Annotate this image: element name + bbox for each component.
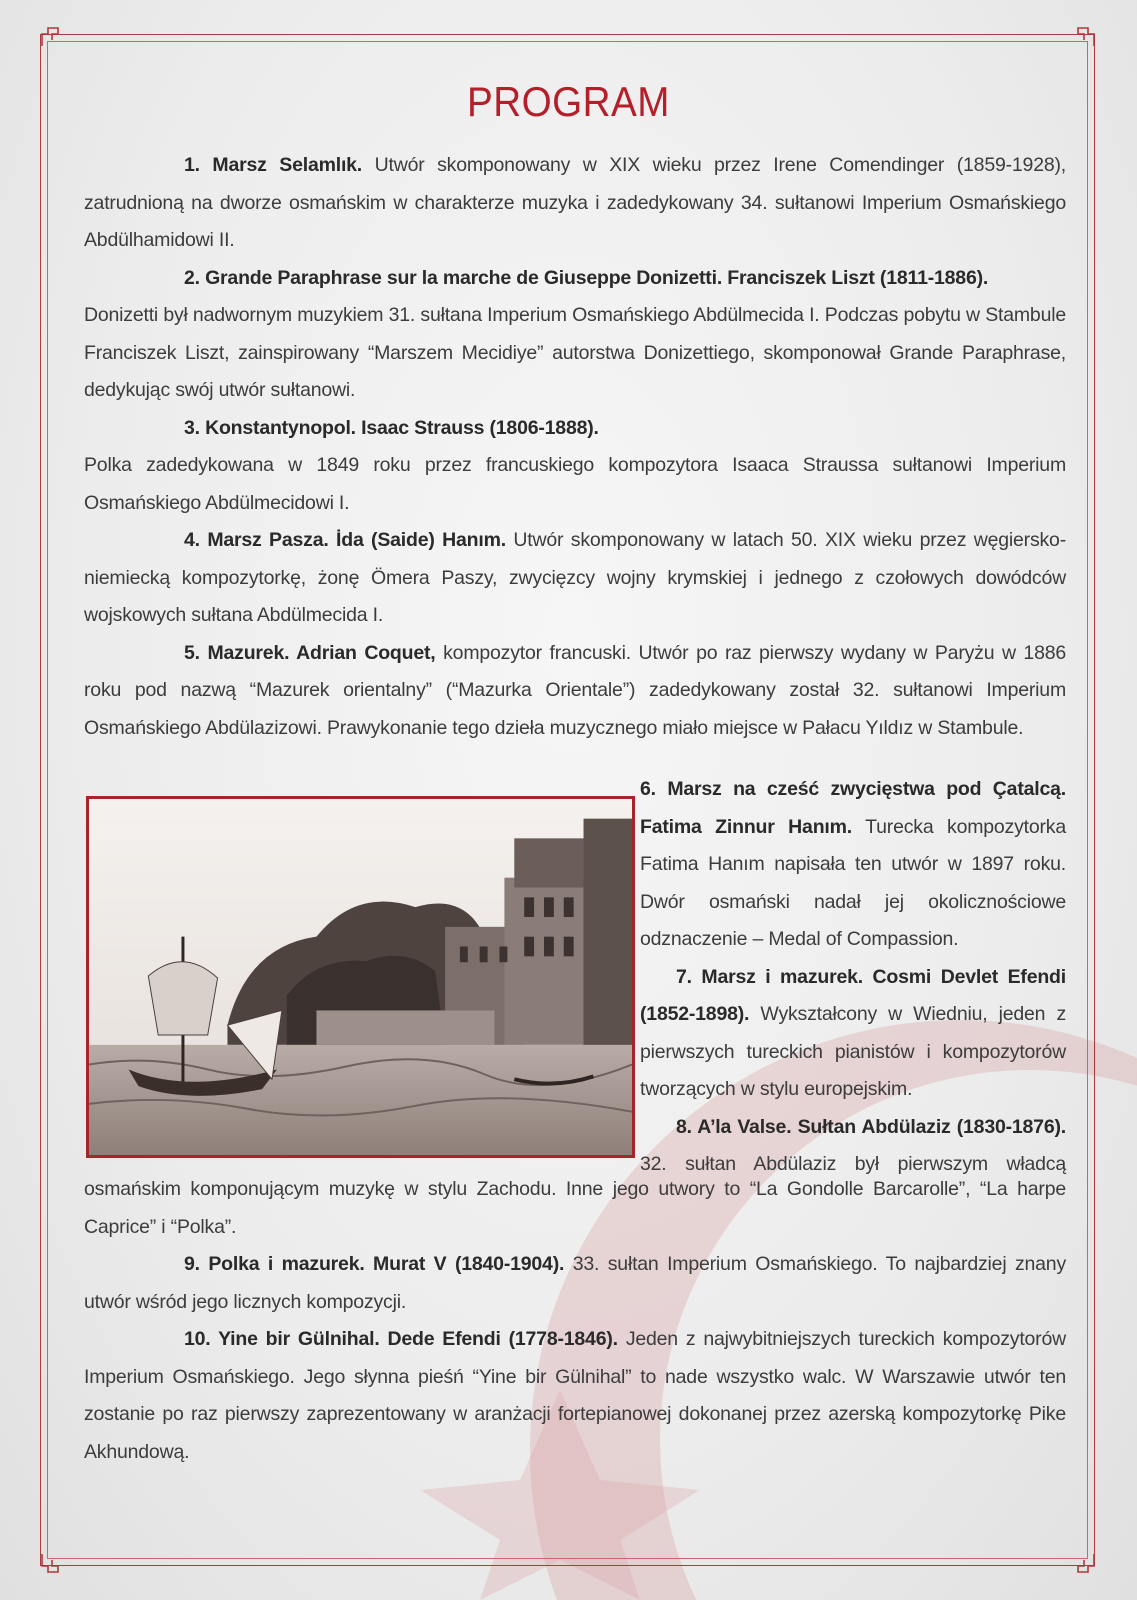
corner-ornament-icon (1074, 26, 1096, 48)
item-body: Turecka kompozytorka Fatima Hanım napisała ten utwór w 1897 roku. Dwór osmański nadał jej okolicznościowe odznaczenie – Medal of Compassion. (640, 815, 1066, 950)
item-body: Wykształcony w Wiedniu, jeden z pierwszych tureckich pianistów i kompozytorów tworzących w stylu europejskim. (640, 1003, 1066, 1100)
item-body: 32. sułtan Abdülaziz był pierwszym władcą (640, 1153, 1066, 1175)
item-heading: 10. Yine bir Gülnihal. Dede Efendi (1778-1846). (184, 1328, 618, 1350)
item-heading: 4. Marsz Pasza. İda (Saide) Hanım. (184, 529, 506, 551)
item-body: osmańskim komponującym muzykę w stylu Zachodu. Inne jego utwory to “La Gondolle Barcarolle”, “La harpe Caprice” i “Polka”. (84, 1178, 1066, 1238)
item-heading: 3. Konstantynopol. Isaac Strauss (1806-1888). (184, 416, 599, 439)
page-title: PROGRAM (467, 78, 670, 125)
program-item-6 (640, 771, 1066, 959)
item-heading: 9. Polka i mazurek. Murat V (1840-1904). (184, 1253, 565, 1275)
item-body: Jeden z najwybitniejszych tureckich kompozytorów Imperium Osmańskiego. Jego słynna pieśń “Yine bir Gülnihal” to nade wszystko walc. W Warszawie utwór ten zostanie po raz pierwszy zaprezentowany w aranżacji fortepianowej dokonanej przez azerską kompozytorkę Pike Akhundową. (84, 1328, 1067, 1463)
program-item-5 (84, 635, 1066, 748)
engraving-bosphorus-image (86, 796, 635, 1158)
program-item-2 (84, 260, 1066, 410)
program-item-10 (84, 1321, 1066, 1471)
program-list-bottom (84, 1171, 1066, 1471)
corner-ornament-icon (40, 26, 62, 48)
item-body: Donizetti był nadwornym muzykiem 31. sułtana Imperium Osmańskiego Abdülmecida I. Podczas pobytu w Stambule Franciszek Liszt, zainspirowany “Marszem Mecidiye” autorstwa Donizettiego, skomponował Grande Paraphrase, dedykując swój utwór sułtanowi. (84, 304, 1066, 401)
item-body: 33. sułtan Imperium Osmańskiego. To najbardziej znany utwór wśród jego licznych kompozycji. (84, 1253, 1066, 1313)
item-heading: 7. Marsz i mazurek. Cosmi Devlet Efendi (1852-1898). (640, 965, 1066, 1025)
item-heading: 2. Grande Paraphrase sur la marche de Giuseppe Donizetti. Franciszek Liszt (1811-1886). (184, 266, 989, 289)
program-list-top (84, 147, 1066, 747)
item-heading: 6. Marsz na cześć zwycięstwa pod Çatalcą. Fatima Zinnur Hanım. (640, 778, 1066, 838)
program-item-9 (84, 1246, 1066, 1321)
item-heading: 8. A’la Valse. Sułtan Abdülaziz (1830-1876). (676, 1115, 1066, 1138)
program-item-7 (640, 959, 1066, 1109)
item-body: kompozytor francuski. Utwór po raz pierwszy wydany w Paryżu w 1886 roku pod nazwą “Mazurek orientalny” (“Mazurka Orientale”) zadedykowany został 32. sułtanowi Imperium Osmańskiego Abdülazizowi. Prawykonanie tego dzieła muzycznego miało miejsce w Pałacu Yıldız w Stambule. (84, 641, 1067, 739)
program-list-right (640, 771, 1066, 1184)
corner-ornament-icon (40, 1552, 62, 1574)
item-body: Polka zadedykowana w 1849 roku przez francuskiego kompozytora Isaaca Straussa sułtanowi Imperium Osmańskiego Abdülmecidowi I. (84, 454, 1066, 514)
program-item-1 (84, 147, 1066, 260)
item-heading: 1. Marsz Selamlık. (184, 154, 363, 176)
item-body: Utwór skomponowany w XIX wieku przez Irene Comendinger (1859-1928), zatrudnioną na dworze osmańskim w charakterze muzyka i zadedykowany 34. sułtanowi Imperium Osmańskiego Abdülhamidowi II. (84, 154, 1067, 251)
program-item-8-continued (84, 1171, 1066, 1246)
item-body: Utwór skomponowany w latach 50. XIX wieku przez węgiersko-niemiecką kompozytorkę, żonę Ömera Paszy, zwycięzcy wojny krymskiej i jednego z czołowych dowódców wojskowych sułtana Abdülmecida I. (84, 529, 1066, 626)
program-item-3 (84, 410, 1066, 523)
program-item-4 (84, 522, 1066, 635)
corner-ornament-icon (1074, 1552, 1096, 1574)
item-heading: 5. Mazurek. Adrian Coquet, (184, 641, 436, 664)
